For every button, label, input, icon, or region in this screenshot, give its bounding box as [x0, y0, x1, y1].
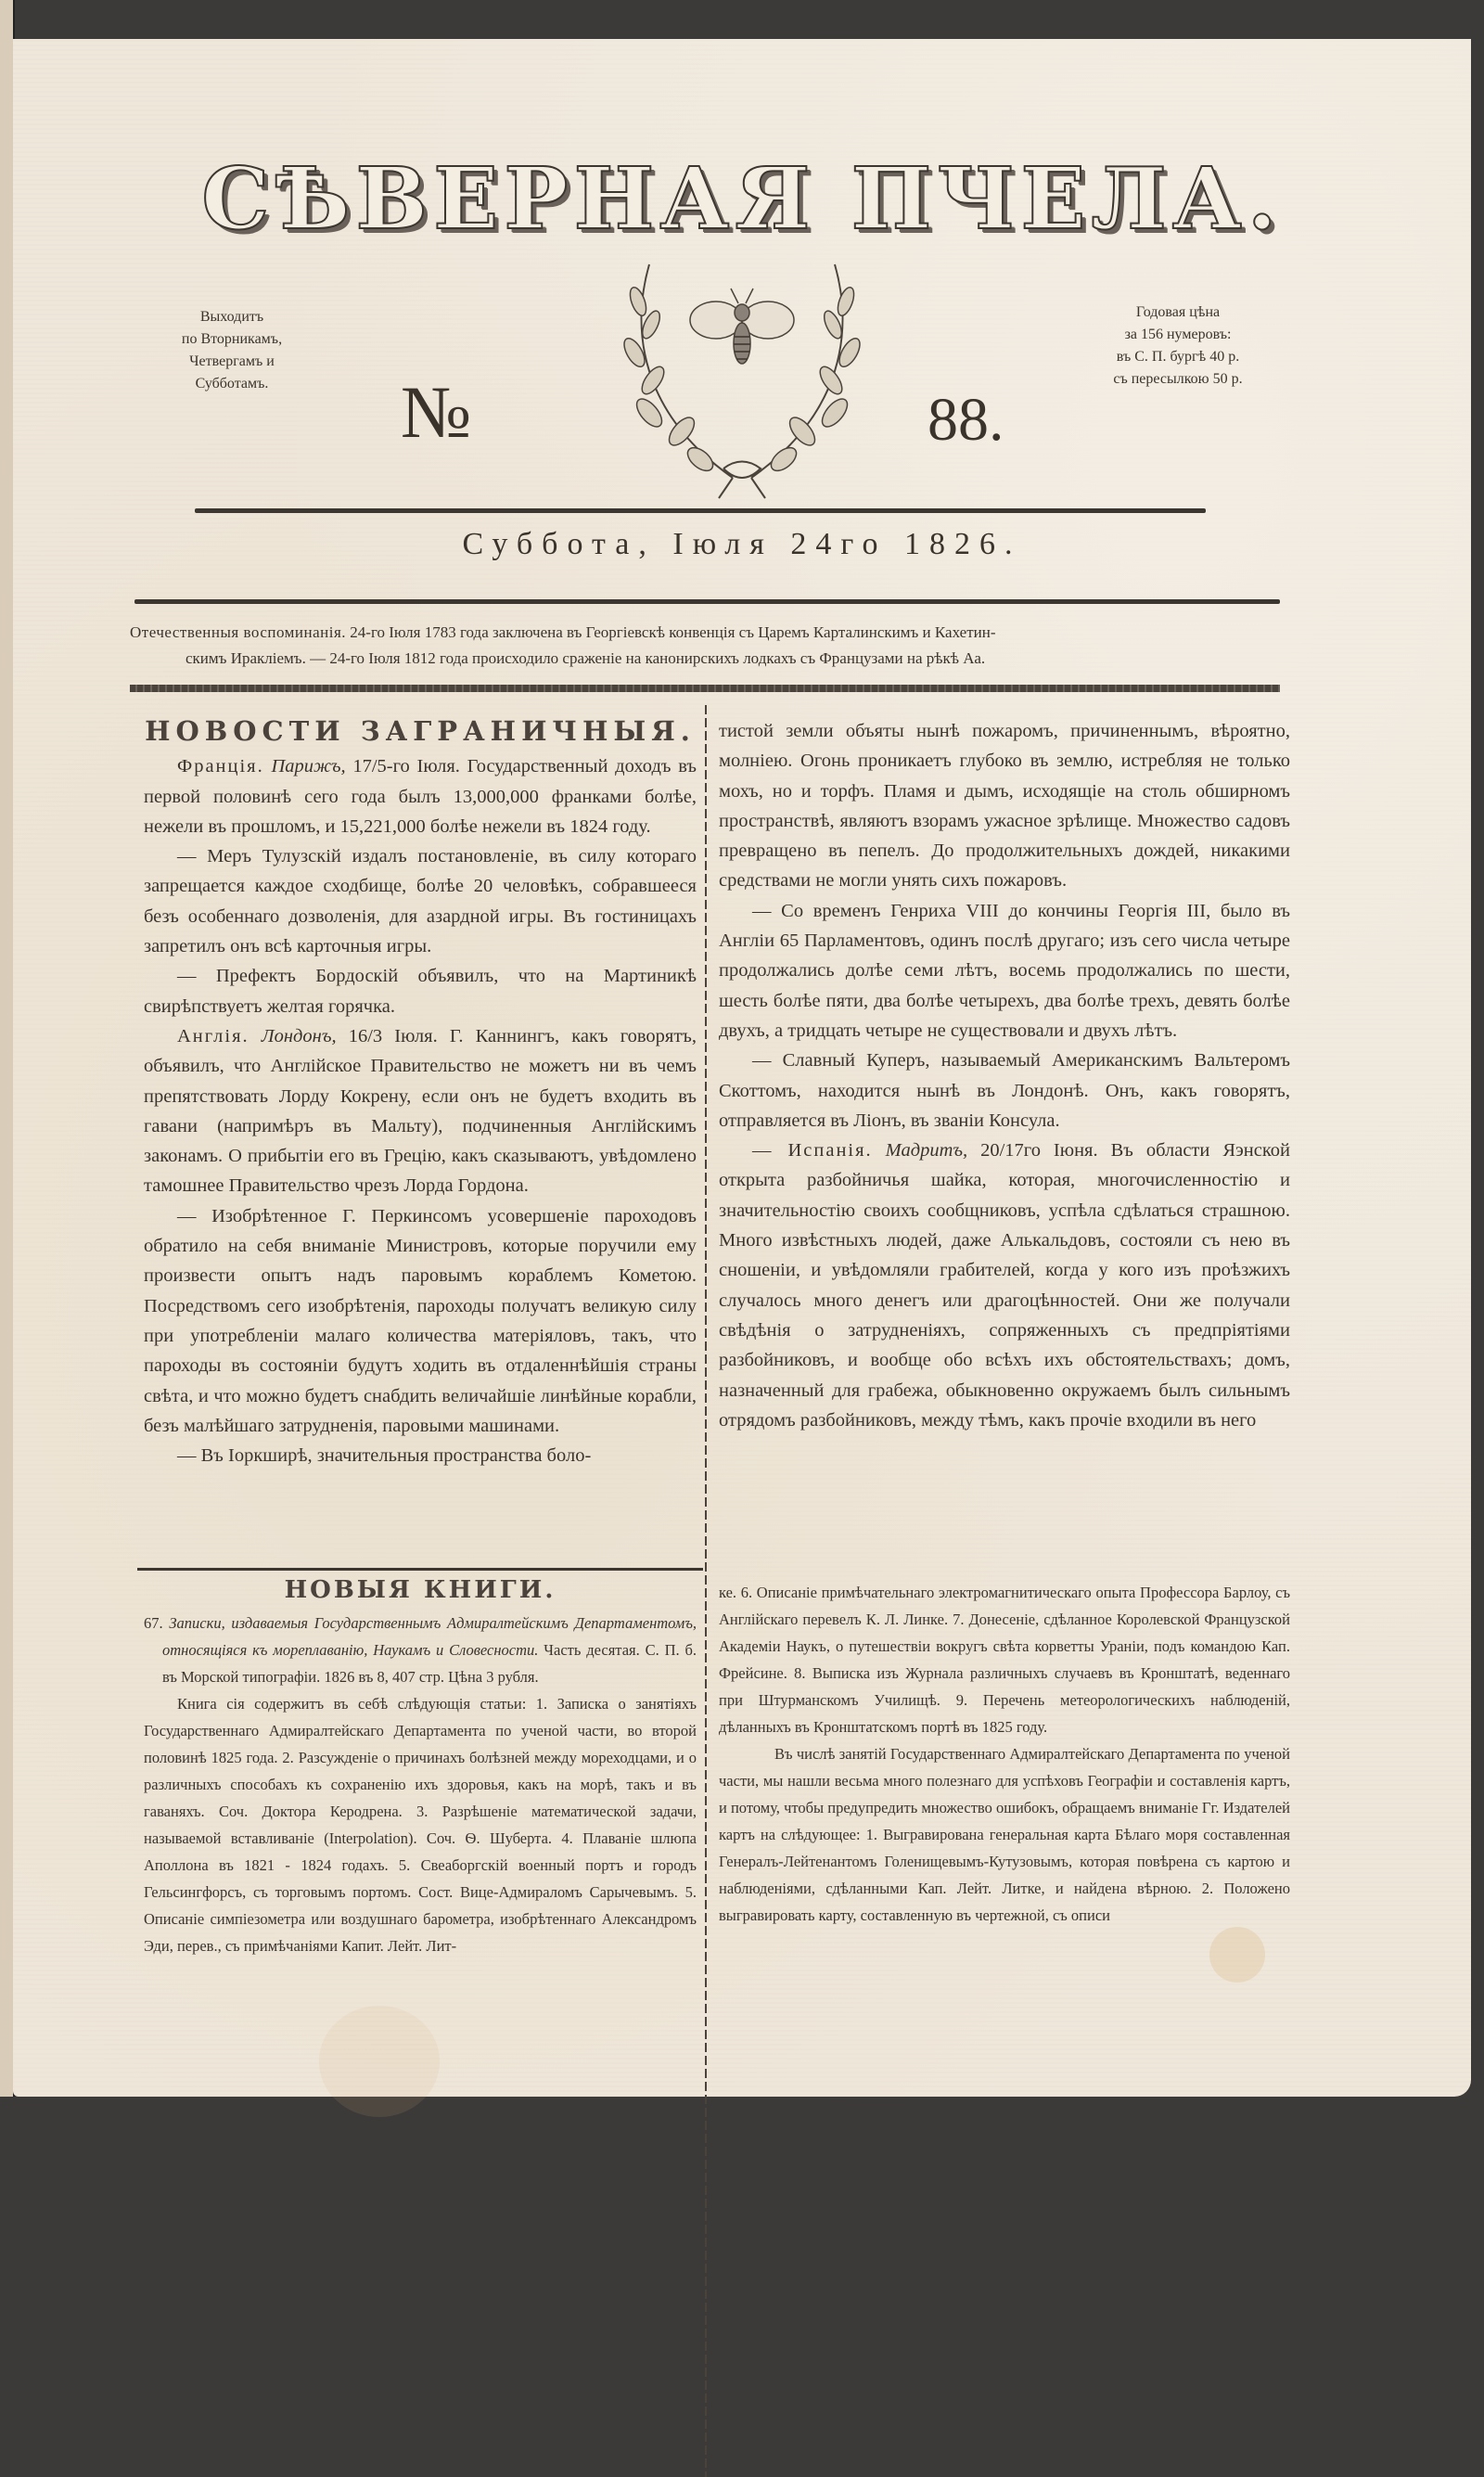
date-rule — [134, 599, 1280, 604]
subscription-price — [1094, 302, 1261, 391]
schedule-line: Субботамъ. — [195, 376, 269, 391]
book-contents: Книга сія содержитъ въ себѣ слѣдующія статьи: 1. Записка о занятіяхъ Государственнаго Адмиралтейскаго Департамента по ученой части, во второй половинѣ 1825 года. 2. Разсужденіе о причинахъ болѣзней между мореходцами, и о различныхъ способахъ къ сохраненію ихъ здоровья, какъ на морѣ, такъ и въ гаваняхъ. Соч. Доктора Керодрена. 3. Разрѣшеніе математической задачи, называемой вставливаніе (Interpolation). Соч. Ѳ. Шуберта. 4. Плаваніе шлюпа Аполлона въ 1821 - 1824 годахъ. 5. Свеаборгскій военный портъ и городъ Гельсингфорсъ, съ торговымъ портомъ. Сост. Вице-Адмираломъ Сарычевымъ. 5. Описаніе симпіезометра или воздушнаго барометра, изобрѣтеннаго Александромъ Эди, перев., съ примѣчаніями Капит. Лейт. Лит- — [144, 1695, 697, 1955]
masthead-rule — [195, 508, 1206, 513]
news-item — [144, 751, 697, 841]
country-label: Франція. — [177, 756, 264, 777]
new-books-left-column — [144, 1577, 697, 1959]
column-divider — [705, 705, 707, 2477]
city-label: Лондонъ, — [261, 1025, 337, 1046]
book-title: Записки, издаваемыя Государственнымъ Адмиралтейскимъ Департаментомъ, относящіяся къ мореплаванію, Наукамъ и Словесности. — [162, 1614, 697, 1659]
section-divider — [130, 685, 1280, 692]
book-review: Въ числѣ занятій Государственнаго Адмиралтейскаго Департамента по ученой части, мы нашли весьма много полезнаго для успѣховъ Географіи и составленія картъ, и потому, чтобы предупредить множество ошибокъ, обращаемъ вниманіе Гг. Издателей картъ на слѣдующее: 1. Выгравирована генеральная карта Бѣлаго моря составленная Генералъ-Лейтенантомъ Голенищевымъ-Кутузовымъ, которая повѣрена съ картою и наблюденіями, сдѣланными Кап. Лейт. Литке, и найдена вѣрною. 2. Положено выгравировать карту, составленную въ чертежной, съ описи — [719, 1745, 1290, 1924]
price-line: съ пересылкою 50 р. — [1113, 371, 1243, 387]
price-line: въ С. П. бургѣ 40 р. — [1116, 349, 1240, 365]
news-text: 17/5-го Іюля. Государственный доходъ въ первой половинѣ сего года былъ 13,000,000 франками болѣе, нежели въ прошломъ, и 15,221,000 болѣе нежели въ 1824 году. — [144, 756, 697, 837]
foreign-news-right-column — [719, 716, 1290, 1435]
city-label: Парижъ, — [271, 756, 346, 777]
city-label: Мадритъ, — [885, 1140, 968, 1161]
foreign-news-left-column — [144, 716, 697, 1470]
schedule-line: по Вторникамъ, — [181, 331, 283, 347]
issue-number: 88. — [928, 386, 1004, 454]
news-text: 16/3 Іюля. Г. Каннингъ, какъ говорятъ, объявилъ, что Англійское Правительство не можетъ ни въ чемъ препятствовать Лорду Кокрену, если онъ не будетъ входить въ гавани (напримѣръ въ Мальту), подчиненныя Англійскимъ законамъ. О прибытіи его въ Грецію, какъ сказываютъ, увѣдомлено тамошнее Правительство чрезъ Лорда Гордона. — [144, 1025, 697, 1197]
country-label: — Испанія. — [752, 1140, 873, 1161]
section-title-new-books: НОВЫЯ КНИГИ. — [284, 1576, 556, 1604]
book-contents: ке. 6. Описаніе примѣчательнаго электромагнитическаго опыта Профессора Барлоу, съ Англійскаго перевелъ К. Л. Линке. 7. Донесеніе, сдѣланное Королевской Французской Академіи Наукъ, о путешествіи вокругъ свѣта корветты Ураніи, подъ командою Кап. Фрейсине. 8. Выписка изъ Журнала различныхъ случаевъ въ Кронштатѣ, веденнаго при Штурманскомъ Училищѣ. 9. Перечень метеорологическихъ наблюденій, дѣланныхъ въ Кронштатскомъ портѣ въ 1825 году. — [719, 1584, 1290, 1736]
paper-stain — [1209, 1927, 1265, 1983]
price-line: Годовая цѣна — [1135, 304, 1221, 320]
news-item: — Со временъ Генриха VIII до кончины Георгія III, было въ Англіи 65 Парламентовъ, одинъ послѣ другаго; изъ сего числа четыре продолжались долѣе семи лѣтъ, восемь продолжались по шести, шесть болѣе пяти, два болѣе четырехъ, два болѣе трехъ, девять болѣе двухъ, а тридцать четыре не существовали и двухъ лѣтъ. — [719, 900, 1290, 1041]
schedule-line: Выходитъ — [199, 309, 264, 325]
country-label: Англія. — [177, 1025, 249, 1046]
new-books-right-column — [719, 1579, 1290, 1929]
memorial-text: скимъ Иракліемъ. — 24-го Іюля 1812 года происходило сраженіе на канонирскихъ лодкахъ съ Французами на рѣкѣ Аа. — [186, 649, 986, 667]
books-section-rule — [137, 1568, 703, 1571]
national-memories — [130, 620, 1271, 672]
entry-number: 67. — [144, 1614, 163, 1632]
bee-wreath-emblem-icon — [594, 255, 890, 506]
book-entry — [144, 1610, 697, 1690]
numero-sign: № — [401, 372, 472, 454]
schedule-line: Четвергамъ и — [189, 353, 275, 369]
memorial-lead: Отечественныя воспоминанія. — [130, 623, 347, 641]
memorial-text: 24-го Іюля 1783 года заключена въ Георгіевскѣ конвенція съ Царемъ Карталинскимъ и Кахетин- — [350, 623, 996, 641]
news-text: 20/17го Іюня. Въ области Яэнской открыта разбойничья шайка, которая, многочисленностію и значительностію своихъ сообщниковъ, успѣла сдѣлаться страшною. Много извѣстныхъ людей, даже Алькальдовъ, состояли съ нею въ сношеніи, и увѣдомляли грабителей, когда у кого изъ проѣзжихъ случалось много денегъ или драгоцѣнностей. Они же получали свѣдѣнія о затрудненіяхъ, сопряженныхъ съ предпріятіями разбойниковъ, и вообще обо всѣхъ ихъ обстоятельствахъ; домъ, назначенный для грабежа, обыкновенно окружаемъ былъ сильнымъ отрядомъ разбойниковъ, между тѣмъ, какъ прочіе входили въ него — [719, 1140, 1290, 1431]
issue-date: Суббота, Іюля 24го 1826. — [462, 527, 1022, 561]
newspaper-title: СѢВЕРНАЯ ПЧЕЛА. — [201, 148, 1283, 249]
news-item — [719, 1136, 1290, 1435]
price-line: за 156 нумеровъ: — [1124, 327, 1232, 342]
section-title-foreign-news: НОВОСТИ ЗАГРАНИЧНЫЯ. — [145, 715, 696, 747]
news-item: — Славный Куперъ, называемый Американскимъ Вальтеромъ Скоттомъ, находится нынѣ въ Лондонѣ. Онъ, какъ говорятъ, отправляется въ Ліонъ, въ званіи Консула. — [719, 1050, 1290, 1131]
book-imprint: Часть десятая. С. П. б. въ Морской типографіи. 1826 въ 8, 407 стр. Цѣна 3 рубля. — [162, 1641, 697, 1686]
news-item — [144, 1021, 697, 1201]
news-item: — Меръ Тулузскій издалъ постановленіе, въ силу котораго запрещается каждое сходбище, болѣе 20 человѣкъ, собравшееся безъ особеннаго дозволенія, для азардной игры. Въ гостиницахъ запретилъ онъ всѣ карточныя игры. — [144, 846, 697, 957]
news-item: — Изобрѣтенное Г. Перкинсомъ усовершеніе пароходовъ обратило на себя вниманіе Министровъ, которые поручили ему произвести опытъ надъ паровымъ кораблемъ Кометою. Посредствомъ сего изобрѣтенія, пароходы получатъ великую силу при употребленіи малаго количества матеріяловъ, такъ, что пароходы въ состояніи будутъ ходить въ отдаленнѣйшія страны свѣта, и что можно будетъ снабдить величайшіе линѣйные корабли, безъ малѣйшаго затрудненія, паровыми машинами. — [144, 1205, 697, 1436]
news-item: тистой земли объяты нынѣ пожаромъ, причиненнымъ, вѣроятно, молніею. Огонь проникаетъ глубоко въ землю, истребляя не только мохъ, но и торфъ. Пламя и дымъ, исходящіе на столь обширномъ пространствѣ, являютъ взорамъ ужасное зрѣлище. Множество садовъ превращено въ пепелъ. До продолжительныхъ дождей, никакими средствами не могли унять сихъ пожаровъ. — [719, 721, 1290, 892]
news-item: — Префектъ Бордоскій объявилъ, что на Мартиникѣ свирѣпствуетъ желтая горячка. — [144, 966, 697, 1017]
news-item: — Въ Іоркширѣ, значительныя пространства боло- — [177, 1445, 592, 1467]
publication-schedule — [148, 306, 315, 395]
paper-stain — [319, 2006, 440, 2117]
